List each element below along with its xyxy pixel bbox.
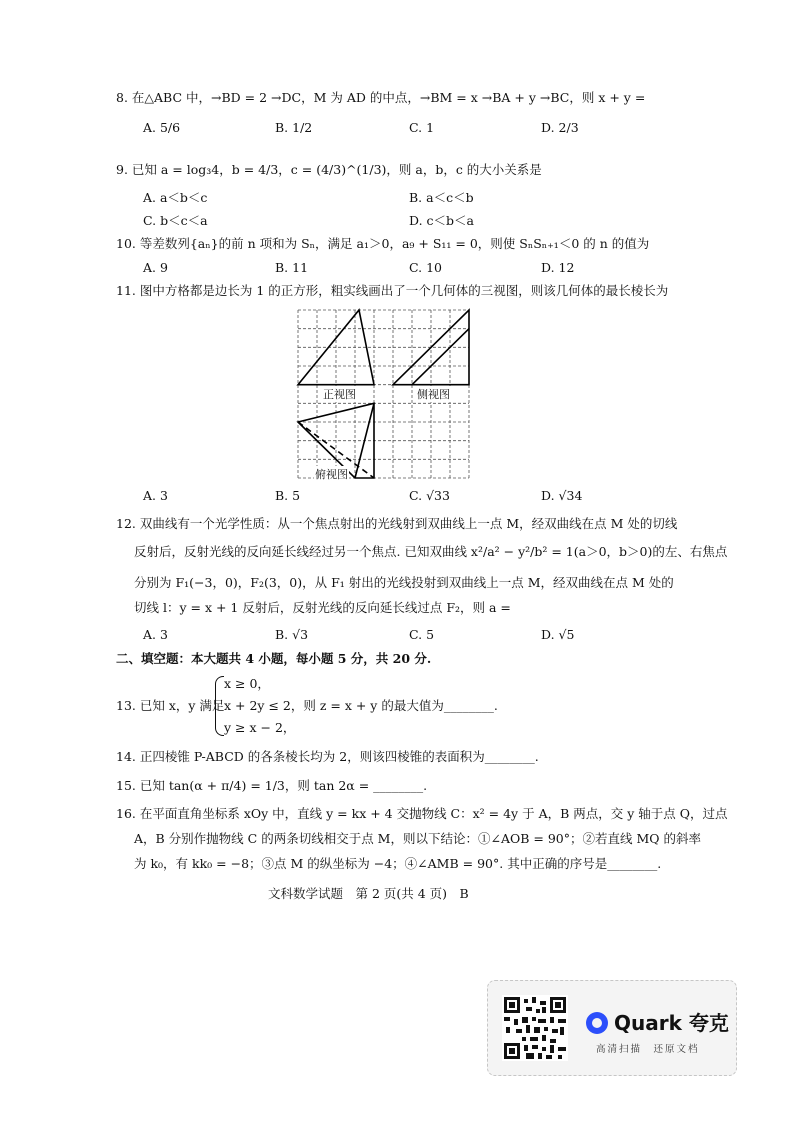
page-footer: 文科数学试题 第 2 页(共 4 页) B — [268, 886, 469, 901]
q10-option-a: A. 9 — [143, 260, 168, 275]
q12-option-a: A. 3 — [143, 627, 168, 642]
q13-constraint-3: y ≥ x − 2， — [224, 720, 296, 735]
q15-stem: 15. 已知 tan(α + π/4) = 1/3，则 tan 2α = ________. — [116, 778, 428, 793]
q10-option-c: C. 10 — [409, 260, 442, 275]
q16-line-3: 为 k₀，有 kk₀ = −8；③点 M 的纵坐标为 −4；④∠AMB = 90°. 其中正确的序号是________. — [134, 856, 662, 871]
q8-stem: 8. 在△ABC 中，→BD = 2 →DC，M 为 AD 的中点，→BM = x →BA + y →BC，则 x + y = — [116, 90, 646, 105]
qr-code-icon — [502, 995, 568, 1061]
q12-line-2: 反射后，反射光线的反向延长线经过另一个焦点. 已知双曲线 x²/a² − y²/b² = 1(a＞0，b＞0)的左、右焦点 — [134, 544, 728, 559]
q8-option-b: B. 1/2 — [275, 120, 313, 135]
q8-option-c: C. 1 — [409, 120, 435, 135]
q11-option-d: D. √34 — [541, 488, 583, 503]
q9-stem: 9. 已知 a = log₃4，b = 4/3，c = (4/3)^(1/3)，则 a，b，c 的大小关系是 — [116, 162, 542, 177]
q16-line-2: A，B 分别作抛物线 C 的两条切线相交于点 M，则以下结论：①∠AOB = 90°；②若直线 MQ 的斜率 — [134, 831, 701, 846]
q11-option-a: A. 3 — [143, 488, 168, 503]
q8-option-a: A. 5/6 — [143, 120, 181, 135]
quark-brand-text: Quark 夸克 — [614, 1011, 729, 1035]
q12-option-c: C. 5 — [409, 627, 435, 642]
quark-tagline: 高清扫描 还原文档 — [596, 1044, 700, 1055]
q12-option-b: B. √3 — [275, 627, 309, 642]
q13-brace — [215, 676, 224, 736]
side-view-label: 侧视图 — [417, 388, 450, 401]
q11-option-c: C. √33 — [409, 488, 450, 503]
q10-option-d: D. 12 — [541, 260, 575, 275]
q14-stem: 14. 正四棱锥 P-ABCD 的各条棱长均为 2，则该四棱锥的表面积为________. — [116, 749, 539, 764]
quark-scan-badge — [487, 980, 737, 1076]
q9-option-d: D. c＜b＜a — [409, 213, 474, 228]
quark-logo — [586, 1007, 729, 1036]
front-view-label: 正视图 — [323, 388, 356, 401]
q13-prefix: 13. 已知 x，y 满足 — [116, 698, 225, 713]
q9-option-c: C. b＜c＜a — [143, 213, 208, 228]
q9-option-b: B. a＜c＜b — [409, 190, 474, 205]
q12-line-3: 分别为 F₁(−3，0)，F₂(3，0)，从 F₁ 射出的光线投射到双曲线上一点 M，经双曲线在点 M 处的 — [134, 575, 674, 590]
q13-constraint-2: x + 2y ≤ 2，则 z = x + y 的最大值为________. — [224, 698, 498, 713]
q10-option-b: B. 11 — [275, 260, 309, 275]
section-heading: 二、填空题：本大题共 4 小题，每小题 5 分，共 20 分. — [116, 651, 432, 666]
q9-option-a: A. a＜b＜c — [143, 190, 208, 205]
q10-stem: 10. 等差数列{aₙ}的前 n 项和为 Sₙ，满足 a₁＞0，a₉ + S₁₁ = 0，则使 SₙSₙ₊₁＜0 的 n 的值为 — [116, 236, 650, 251]
three-view-figure — [296, 308, 474, 480]
q11-option-b: B. 5 — [275, 488, 301, 503]
quark-logo-icon — [586, 1012, 608, 1034]
q16-line-1: 16. 在平面直角坐标系 xOy 中，直线 y = kx + 4 交抛物线 C：x² = 4y 于 A，B 两点，交 y 轴于点 Q，过点 — [116, 806, 728, 821]
q12-option-d: D. √5 — [541, 627, 575, 642]
top-view-label: 俯视图 — [315, 468, 348, 481]
q12-line-1: 12. 双曲线有一个光学性质：从一个焦点射出的光线射到双曲线上一点 M，经双曲线在点 M 处的切线 — [116, 516, 678, 531]
q12-line-4: 切线 l：y = x + 1 反射后，反射光线的反向延长线过点 F₂，则 a = — [134, 600, 511, 615]
q11-stem: 11. 图中方格都是边长为 1 的正方形，粗实线画出了一个几何体的三视图，则该几何体的最长棱长为 — [116, 283, 669, 298]
q8-option-d: D. 2/3 — [541, 120, 579, 135]
q13-constraint-1: x ≥ 0， — [224, 676, 270, 691]
